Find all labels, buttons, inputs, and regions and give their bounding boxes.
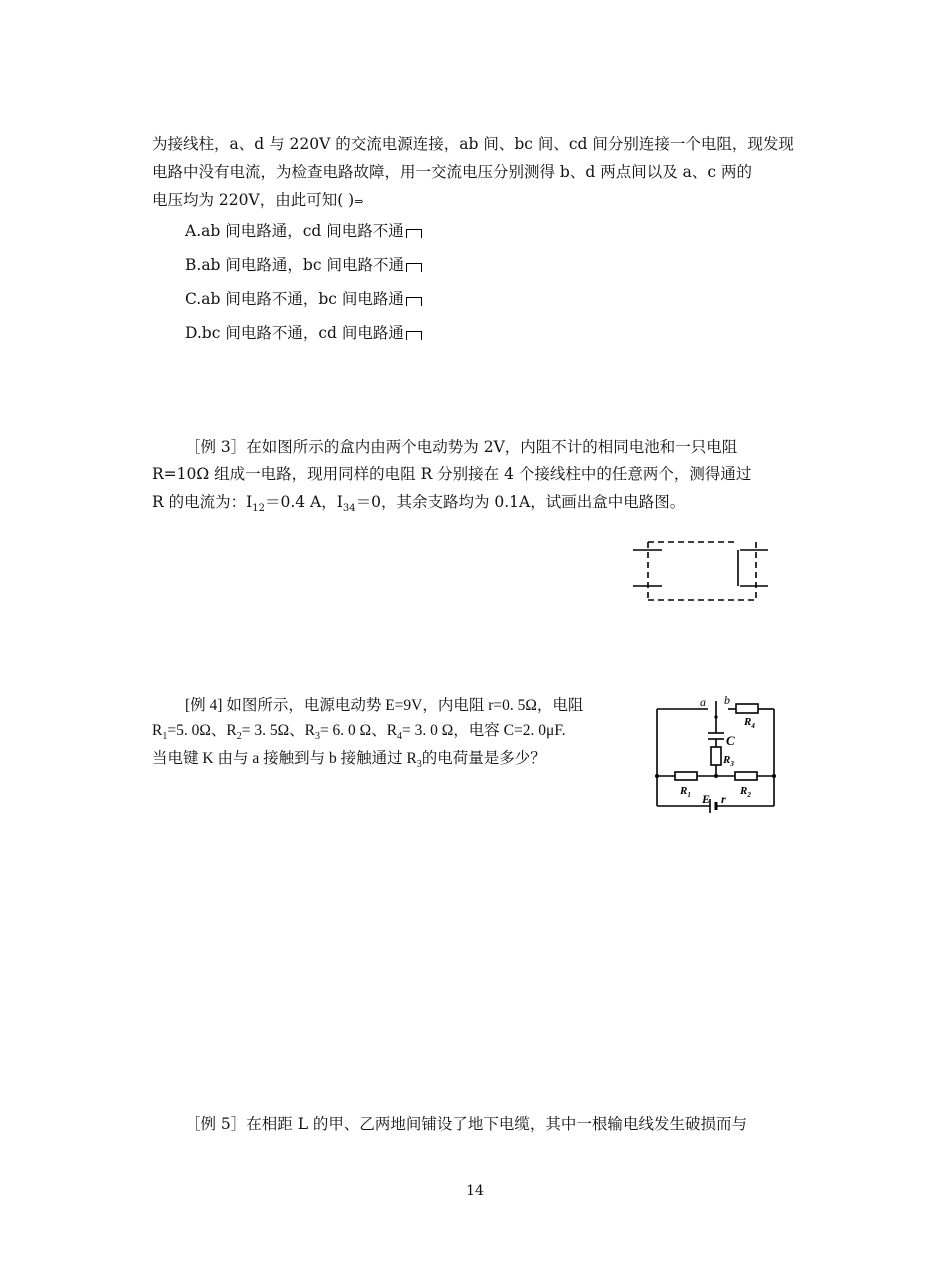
ex4-sub: 4	[397, 731, 403, 743]
r2s: 2	[747, 791, 751, 799]
option-d	[185, 322, 422, 344]
r3s: 3	[730, 760, 734, 768]
ex3-text-b: ＝0.4 A，I	[264, 493, 343, 511]
r1s: 1	[687, 791, 691, 799]
return-mark-icon	[406, 263, 422, 272]
ex4-sub: 2	[236, 731, 242, 743]
example3-line-1: ［例 3］在如图所示的盒内由两个电动势为 2V，内阻不计的相同电池和一只电阻	[185, 438, 738, 456]
problem2-line-2: 电路中没有电流，为检查电路故障，用一交流电压分别测得 b、d 两点间以及 a、c 两的	[152, 163, 752, 181]
fig-label-b: b	[724, 693, 730, 707]
page-number: 14	[466, 1183, 484, 1199]
option-a	[185, 220, 422, 242]
fig-label-r1	[679, 785, 691, 799]
fig-label-e: E	[702, 792, 711, 806]
r2: R	[740, 785, 748, 797]
fig-label-r4	[743, 716, 755, 730]
ex4-sub: 1	[162, 731, 168, 743]
option-c	[185, 288, 422, 310]
ex4-q: 当电键 K 由与 a 接触到与 b 接触通过 R	[152, 750, 417, 767]
problem2-line-1: 为接线柱，a、d 与 220V 的交流电源连接，ab 间、bc 间、cd 间分别连接一个电阻，现发现	[152, 135, 794, 153]
fig-label-r3	[722, 754, 734, 768]
ex4-q2: 的电荷量是多少？	[421, 750, 546, 767]
r4: R	[744, 716, 752, 728]
ex3-sub-34: 34	[342, 503, 356, 515]
return-mark-icon	[406, 229, 422, 238]
ex4-sub: 3	[416, 759, 422, 771]
circuit-figure	[650, 693, 780, 813]
option-a-text: A.ab 间电路通，cd 间电路不通	[185, 222, 404, 240]
problem2-line-3	[152, 189, 363, 213]
fig-label-c: C	[726, 733, 735, 748]
example4-line-3	[152, 748, 546, 776]
fig-label-r2	[739, 785, 751, 799]
return-mark-icon	[406, 331, 422, 340]
fig-label-a: a	[700, 695, 706, 709]
option-d-text: D.bc 间电路不通，cd 间电路通	[185, 324, 404, 342]
option-c-text: C.ab 间电路不通，bc 间电路通	[185, 290, 404, 308]
option-b-text: B.ab 间电路通，bc 间电路不通	[185, 256, 404, 274]
black-box-figure	[628, 532, 773, 607]
ex4-t: = 3. 0 Ω，电容 C=2. 0μF.	[402, 722, 566, 739]
option-b	[185, 254, 422, 276]
example4-line-2	[152, 720, 566, 748]
example3-line-2: R=10Ω 组成一电路，现用同样的电阻 R 分别接在 4 个接线柱中的任意两个，测得通过	[152, 465, 752, 483]
ex4-t: = 6. 0 Ω、R	[319, 722, 398, 739]
ex3-text-a: R 的电流为：I	[152, 493, 253, 511]
ex4-r: R	[152, 722, 163, 739]
paragraph-mark: ⇒	[354, 195, 364, 208]
r1: R	[680, 785, 688, 797]
return-mark-icon	[406, 297, 422, 306]
problem2-line-3-text: 电压均为 220V，由此可知( )	[152, 191, 355, 209]
ex3-text-c: ＝0，其余支路均为 0.1A，试画出盒中电路图。	[355, 493, 686, 511]
ex4-t: = 3. 5Ω、R	[241, 722, 315, 739]
ex4-sub: 3	[314, 731, 320, 743]
example5-line-1: ［例 5］在相距 L 的甲、乙两地间铺设了地下电缆，其中一根输电线发生破损而与	[185, 1115, 747, 1133]
ex3-sub-12: 12	[252, 503, 265, 515]
example4-line-1: [例 4] 如图所示，电源电动势 E=9V，内电阻 r=0. 5Ω，电阻	[185, 697, 584, 714]
ex4-t: =5. 0Ω、R	[167, 722, 237, 739]
example3-line-3	[152, 491, 685, 520]
r4s: 4	[751, 722, 755, 730]
r3: R	[723, 754, 731, 766]
fig-label-r: r	[721, 792, 726, 806]
